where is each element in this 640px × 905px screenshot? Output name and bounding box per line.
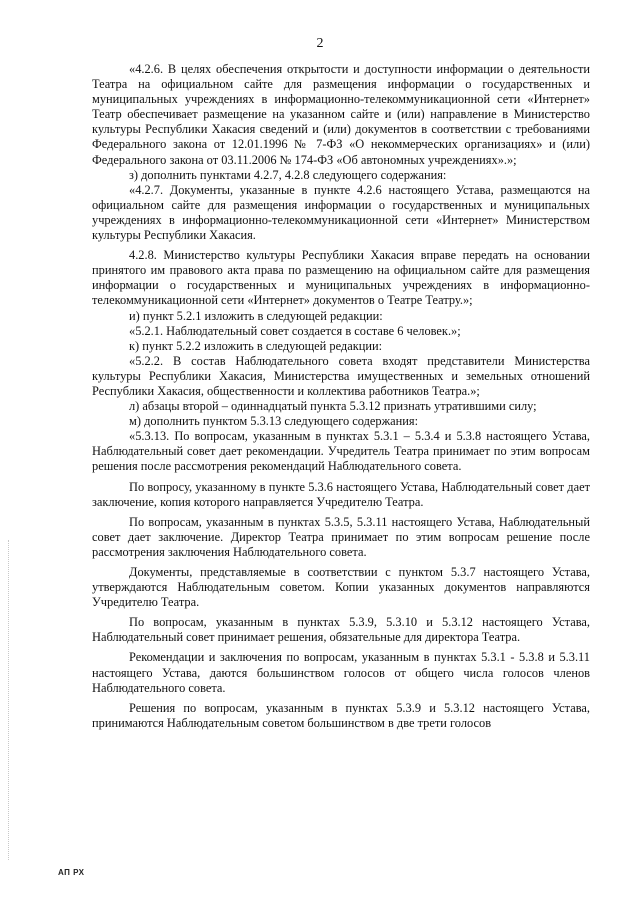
footer-code: АП РХ	[58, 868, 85, 877]
paragraph-amend-k: к) пункт 5.2.2 изложить в следующей редакции:	[129, 338, 383, 353]
paragraph-5-2-1: «5.2.1. Наблюдательный совет создается в составе 6 человек.»;	[129, 323, 461, 338]
paragraph-4-2-7: «4.2.7. Документы, указанные в пункте 4.2.6 настоящего Устава, размещаются на официальном сайте для размещения информации о государственных и муниципальных учреждениях в информационно-телекоммуникационной сети «Интернет» Министерством культуры Республики Хакасия.	[92, 182, 590, 243]
paragraph-5-3-13: «5.3.13. По вопросам, указанным в пунктах 5.3.1 – 5.3.4 и 5.3.8 настоящего Устава, Наблюдательный совет дает рекомендации. Учредитель Театра принимает по этим вопросам решения после рассмотрения рекомендаций Наблюдательного совета.	[92, 429, 590, 474]
paragraph-5-3-7-documents: Документы, представляемые в соответствии с пунктом 5.3.7 настоящего Устава, утверждаются Наблюдательным советом. Копии указанных документов направляются Учредителю Театра.	[92, 565, 590, 610]
paragraph-amend-m: м) дополнить пунктом 5.3.13 следующего содержания:	[129, 414, 419, 429]
paragraph-5-2-2: «5.2.2. В состав Наблюдательного совета входят представители Министерства культуры Республики Хакасия, Министерства имущественных и земельных отношений Республики Хакасия, общественности и коллектива работников Театра.»;	[92, 353, 590, 398]
paragraph-decisions-two-thirds: Решения по вопросам, указанным в пунктах 5.3.9 и 5.3.12 настоящего Устава, принимаются Наблюдательным советом большинством в две трети голосов	[92, 700, 590, 730]
paragraph-recommendations-majority: Рекомендации и заключения по вопросам, указанным в пунктах 5.3.1 - 5.3.8 и 5.3.11 настоящего Устава, даются большинством голосов от общего числа голосов членов Наблюдательного совета.	[92, 650, 590, 695]
document-body	[92, 62, 590, 731]
page-number: 2	[316, 36, 324, 51]
paragraph-amend-i: и) пункт 5.2.1 изложить в следующей редакции:	[129, 308, 383, 323]
paragraph-5-3-6-conclusion: По вопросу, указанному в пункте 5.3.6 настоящего Устава, Наблюдательный совет дает заключение, копия которого направляется Учредителю Театра.	[92, 479, 590, 509]
paragraph-5-3-5-conclusion: По вопросам, указанным в пунктах 5.3.5, 5.3.11 настоящего Устава, Наблюдательный совет дает заключение. Директор Театра принимает по этим вопросам решение после рассмотрения заключения Наблюдательного совета.	[92, 514, 590, 559]
paragraph-4-2-6: «4.2.6. В целях обеспечения открытости и доступности информации о деятельности Театра на официальном сайте для размещения информации о государственных и муниципальных учреждениях в информационно-телекоммуникационной сети «Интернет» Театр обеспечивает размещение на указанном сайте и (или) направление в Министерство культуры Республики Хакасия сведений и (или) документов в соответствии с требованиями Федерального закона от 12.01.1996 № 7-ФЗ «О некоммерческих организациях» и (или) Федерального закона от 03.11.2006 № 174-ФЗ «Об автономных учреждениях».»;	[92, 62, 590, 167]
paragraph-5-3-9-decisions: По вопросам, указанным в пунктах 5.3.9, 5.3.10 и 5.3.12 настоящего Устава, Наблюдательный совет принимает решения, обязательные для директора Театра.	[92, 615, 590, 645]
paragraph-4-2-8: 4.2.8. Министерство культуры Республики Хакасия вправе передать на основании принятого им правового акта права по размещению на официальном сайте для размещения информации о государственных и муниципальных учреждениях в информационно-телекоммуникационной сети «Интернет» документов о Театре Театру.»;	[92, 248, 590, 308]
margin-scan-marks	[8, 540, 11, 860]
paragraph-amend-l: л) абзацы второй – одиннадцатый пункта 5.3.12 признать утратившими силу;	[129, 399, 537, 414]
paragraph-amend-z: з) дополнить пунктами 4.2.7, 4.2.8 следующего содержания:	[129, 167, 447, 182]
